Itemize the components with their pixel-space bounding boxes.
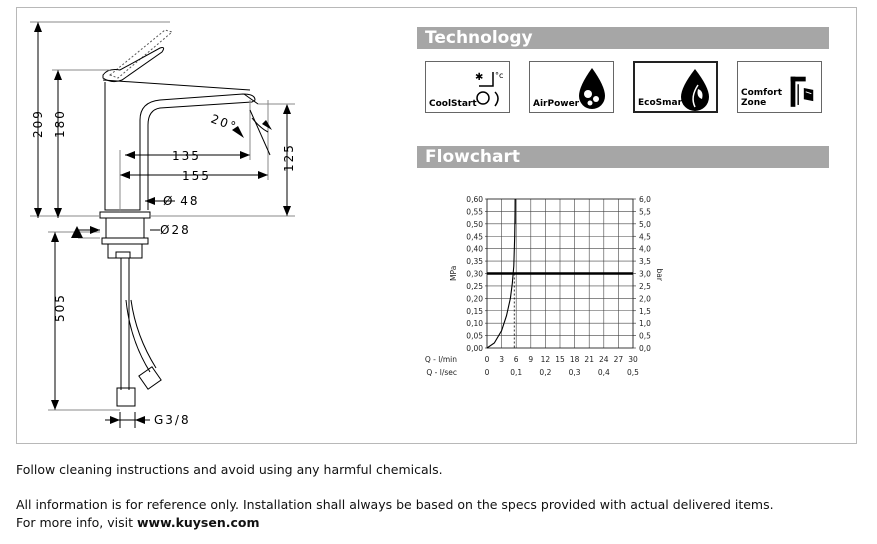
right-tick-label: 0,0	[639, 344, 651, 353]
right-tick-label: 4,5	[639, 232, 651, 242]
left-tick-label: 0,25	[466, 281, 483, 291]
left-tick-label: 0,40	[466, 244, 483, 254]
footer-disclaimer: All information is for reference only. Installation shall always be based on the specs provided with actual delivered items.	[16, 497, 774, 512]
airpower-icon	[575, 66, 609, 110]
x-tick-label-lmin: 3	[499, 355, 504, 364]
footer-cleaning-note: Follow cleaning instructions and avoid using any harmful chemicals.	[16, 462, 443, 477]
tech-comfort-zone	[737, 61, 822, 113]
left-tick-label: 0,60	[466, 195, 483, 204]
x-tick-label-lsec: 0,4	[597, 368, 610, 377]
tech-airpower	[529, 61, 614, 113]
x-tick-label-lsec: 0,2	[539, 368, 552, 377]
left-tick-label: 0,55	[466, 207, 483, 217]
comfort-zone-icon	[785, 66, 817, 110]
tech-ecosmart	[633, 61, 718, 113]
tech-coolstart	[425, 61, 510, 113]
dim-135: 135	[172, 149, 201, 163]
right-tick-label: 5,5	[639, 207, 651, 217]
right-tick-label: 3,5	[639, 257, 651, 267]
right-tick-label: 5,0	[639, 219, 651, 229]
faucet-technical-drawing	[20, 15, 320, 435]
y-axis-label-left: MPa	[449, 265, 458, 281]
footer-more-info	[16, 515, 260, 530]
x-tick-label-lmin: 9	[528, 355, 534, 364]
tech-label-zone: Zone	[741, 98, 767, 108]
dim-505: 505	[53, 293, 67, 322]
dim-125: 125	[282, 143, 296, 172]
dim-209: 209	[31, 109, 45, 138]
x-tick-label-lmin: 15	[555, 355, 565, 364]
flowchart-header: Flowchart	[417, 146, 829, 168]
footer-more-info-prefix: For more info, visit	[16, 515, 137, 530]
tech-label-airpower: AirPower	[533, 99, 580, 109]
left-tick-label: 0,05	[466, 331, 483, 341]
technology-header: Technology	[417, 27, 829, 49]
right-tick-label: 1,5	[639, 306, 651, 316]
website-link[interactable]: www.kuysen.com	[136, 515, 260, 530]
x-axis-label-lsec: Q - l/sec	[426, 368, 457, 377]
dim-diameter-48: Ø 48	[163, 194, 200, 208]
left-tick-label: 0,35	[466, 257, 483, 267]
left-tick-label: 0,50	[466, 219, 483, 229]
x-tick-label-lmin: 12	[540, 355, 551, 364]
x-tick-label-lmin: 21	[584, 355, 594, 364]
tech-label-comfort-zone	[741, 88, 782, 108]
svg-text:°c: °c	[495, 71, 504, 80]
x-tick-label-lsec: 0,3	[568, 368, 581, 377]
dim-diameter-28: Ø28	[160, 223, 191, 237]
left-tick-label: 0,10	[466, 319, 483, 329]
x-tick-label-lmin: 27	[613, 355, 624, 364]
left-tick-label: 0,20	[466, 294, 483, 304]
x-tick-label-lmin: 24	[599, 355, 609, 364]
x-axis-label-lmin: Q - l/min	[424, 355, 457, 364]
tech-label-comfort: Comfort	[741, 88, 783, 98]
left-tick-label: 0,15	[466, 306, 483, 316]
right-tick-label: 3,0	[639, 269, 651, 279]
right-tick-label: 6,0	[639, 195, 651, 204]
dim-thread-g38: G3/8	[154, 413, 191, 427]
left-tick-label: 0,45	[466, 232, 483, 242]
x-tick-label-lmin: 30	[628, 355, 638, 364]
right-tick-label: 1,0	[639, 319, 651, 329]
tech-label-ecosmart: EcoSmart	[638, 98, 687, 108]
flowchart-plot	[424, 190, 680, 385]
right-tick-label: 0,5	[639, 331, 651, 341]
svg-text:✱: ✱	[475, 72, 484, 83]
dim-155: 155	[182, 169, 211, 183]
left-tick-label: 0,00	[466, 344, 483, 353]
x-tick-label-lmin: 6	[513, 355, 519, 364]
x-tick-label-lmin: 18	[569, 355, 580, 364]
tech-label-coolstart: CoolStart	[429, 99, 477, 109]
dim-180: 180	[53, 109, 67, 138]
right-tick-label: 4,0	[639, 244, 651, 254]
y-axis-label-right: bar	[655, 268, 664, 281]
right-tick-label: 2,5	[639, 281, 651, 291]
right-tick-label: 2,0	[639, 294, 651, 304]
x-tick-label-lmin: 0	[484, 355, 490, 364]
x-tick-label-lsec: 0,5	[627, 368, 639, 377]
x-tick-label-lsec: 0	[484, 368, 490, 377]
left-tick-label: 0,30	[466, 269, 483, 279]
dim-angle-20: 20°	[208, 111, 240, 135]
x-tick-label-lsec: 0,1	[510, 368, 523, 377]
